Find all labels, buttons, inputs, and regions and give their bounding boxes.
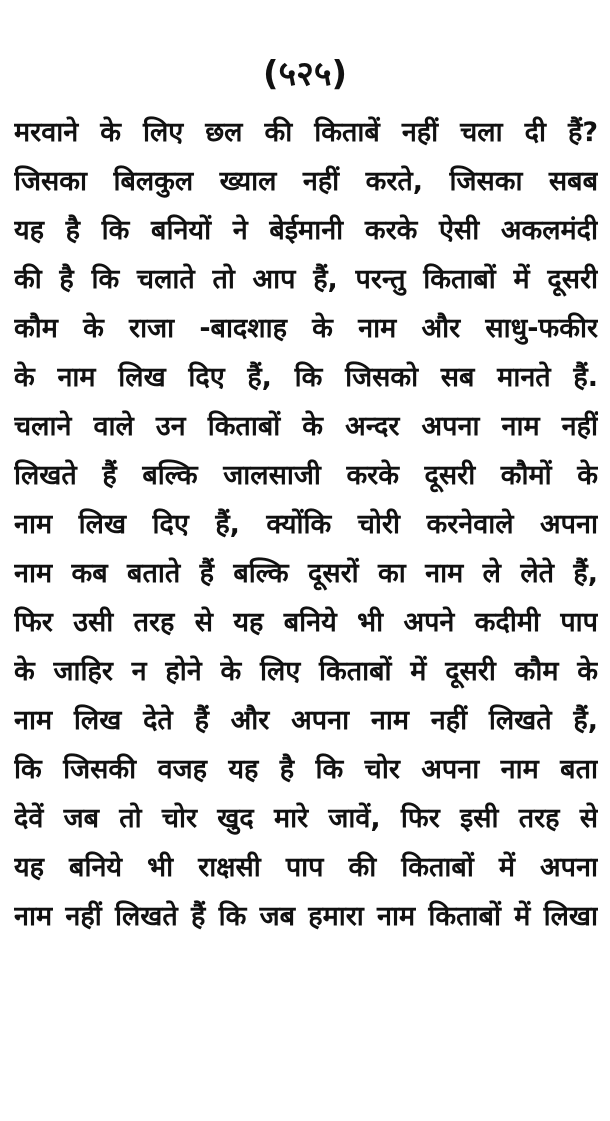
text-line: कि जिसकी वजह यह है कि चोर अपना नाम बता bbox=[14, 754, 598, 785]
text-line: जिसका बिलकुल ख्याल नहीं करते, जिसका सबब bbox=[14, 166, 598, 197]
page-number: (५२५) bbox=[262, 54, 348, 94]
text-line: नाम लिख दिए हैं, क्योंकि चोरी करनेवाले अपना bbox=[14, 509, 598, 540]
text-line: देवें जब तो चोर खुद मारे जावें, फिर इसी तरह से bbox=[14, 803, 598, 834]
text-line: यह बनिये भी राक्षसी पाप की किताबों में अपना bbox=[14, 852, 598, 883]
text-line: लिखते हैं बल्कि जालसाजी करके दूसरी कौमों के bbox=[14, 460, 598, 491]
text-line: के नाम लिख दिए हैं, कि जिसको सब मानते हैं. bbox=[14, 362, 598, 393]
text-line: के जाहिर न होने के लिए किताबों में दूसरी कौम के bbox=[14, 656, 598, 687]
text-line: मरवाने के लिए छल की किताबें नहीं चला दी हैं? bbox=[14, 117, 598, 148]
text-line: कौम के राजा -बादशाह के नाम और साधु-फकीर bbox=[14, 313, 598, 344]
text-line: यह है कि बनियों ने बेईमानी करके ऐसी अकलमंदी bbox=[14, 215, 598, 246]
text-line: चलाने वाले उन किताबों के अन्दर अपना नाम नहीं bbox=[14, 411, 598, 442]
text-line: नाम कब बताते हैं बल्कि दूसरों का नाम ले लेते हैं, bbox=[14, 558, 598, 589]
text-line: नाम नहीं लिखते हैं कि जब हमारा नाम किताबों में लिखा bbox=[14, 901, 598, 932]
text-line: नाम लिख देते हैं और अपना नाम नहीं लिखते हैं, bbox=[14, 705, 598, 736]
body-text bbox=[14, 108, 598, 941]
text-line: की है कि चलाते तो आप हैं, परन्तु किताबों में दूसरी bbox=[14, 264, 598, 295]
text-line: फिर उसी तरह से यह बनिये भी अपने कदीमी पाप bbox=[14, 607, 598, 638]
